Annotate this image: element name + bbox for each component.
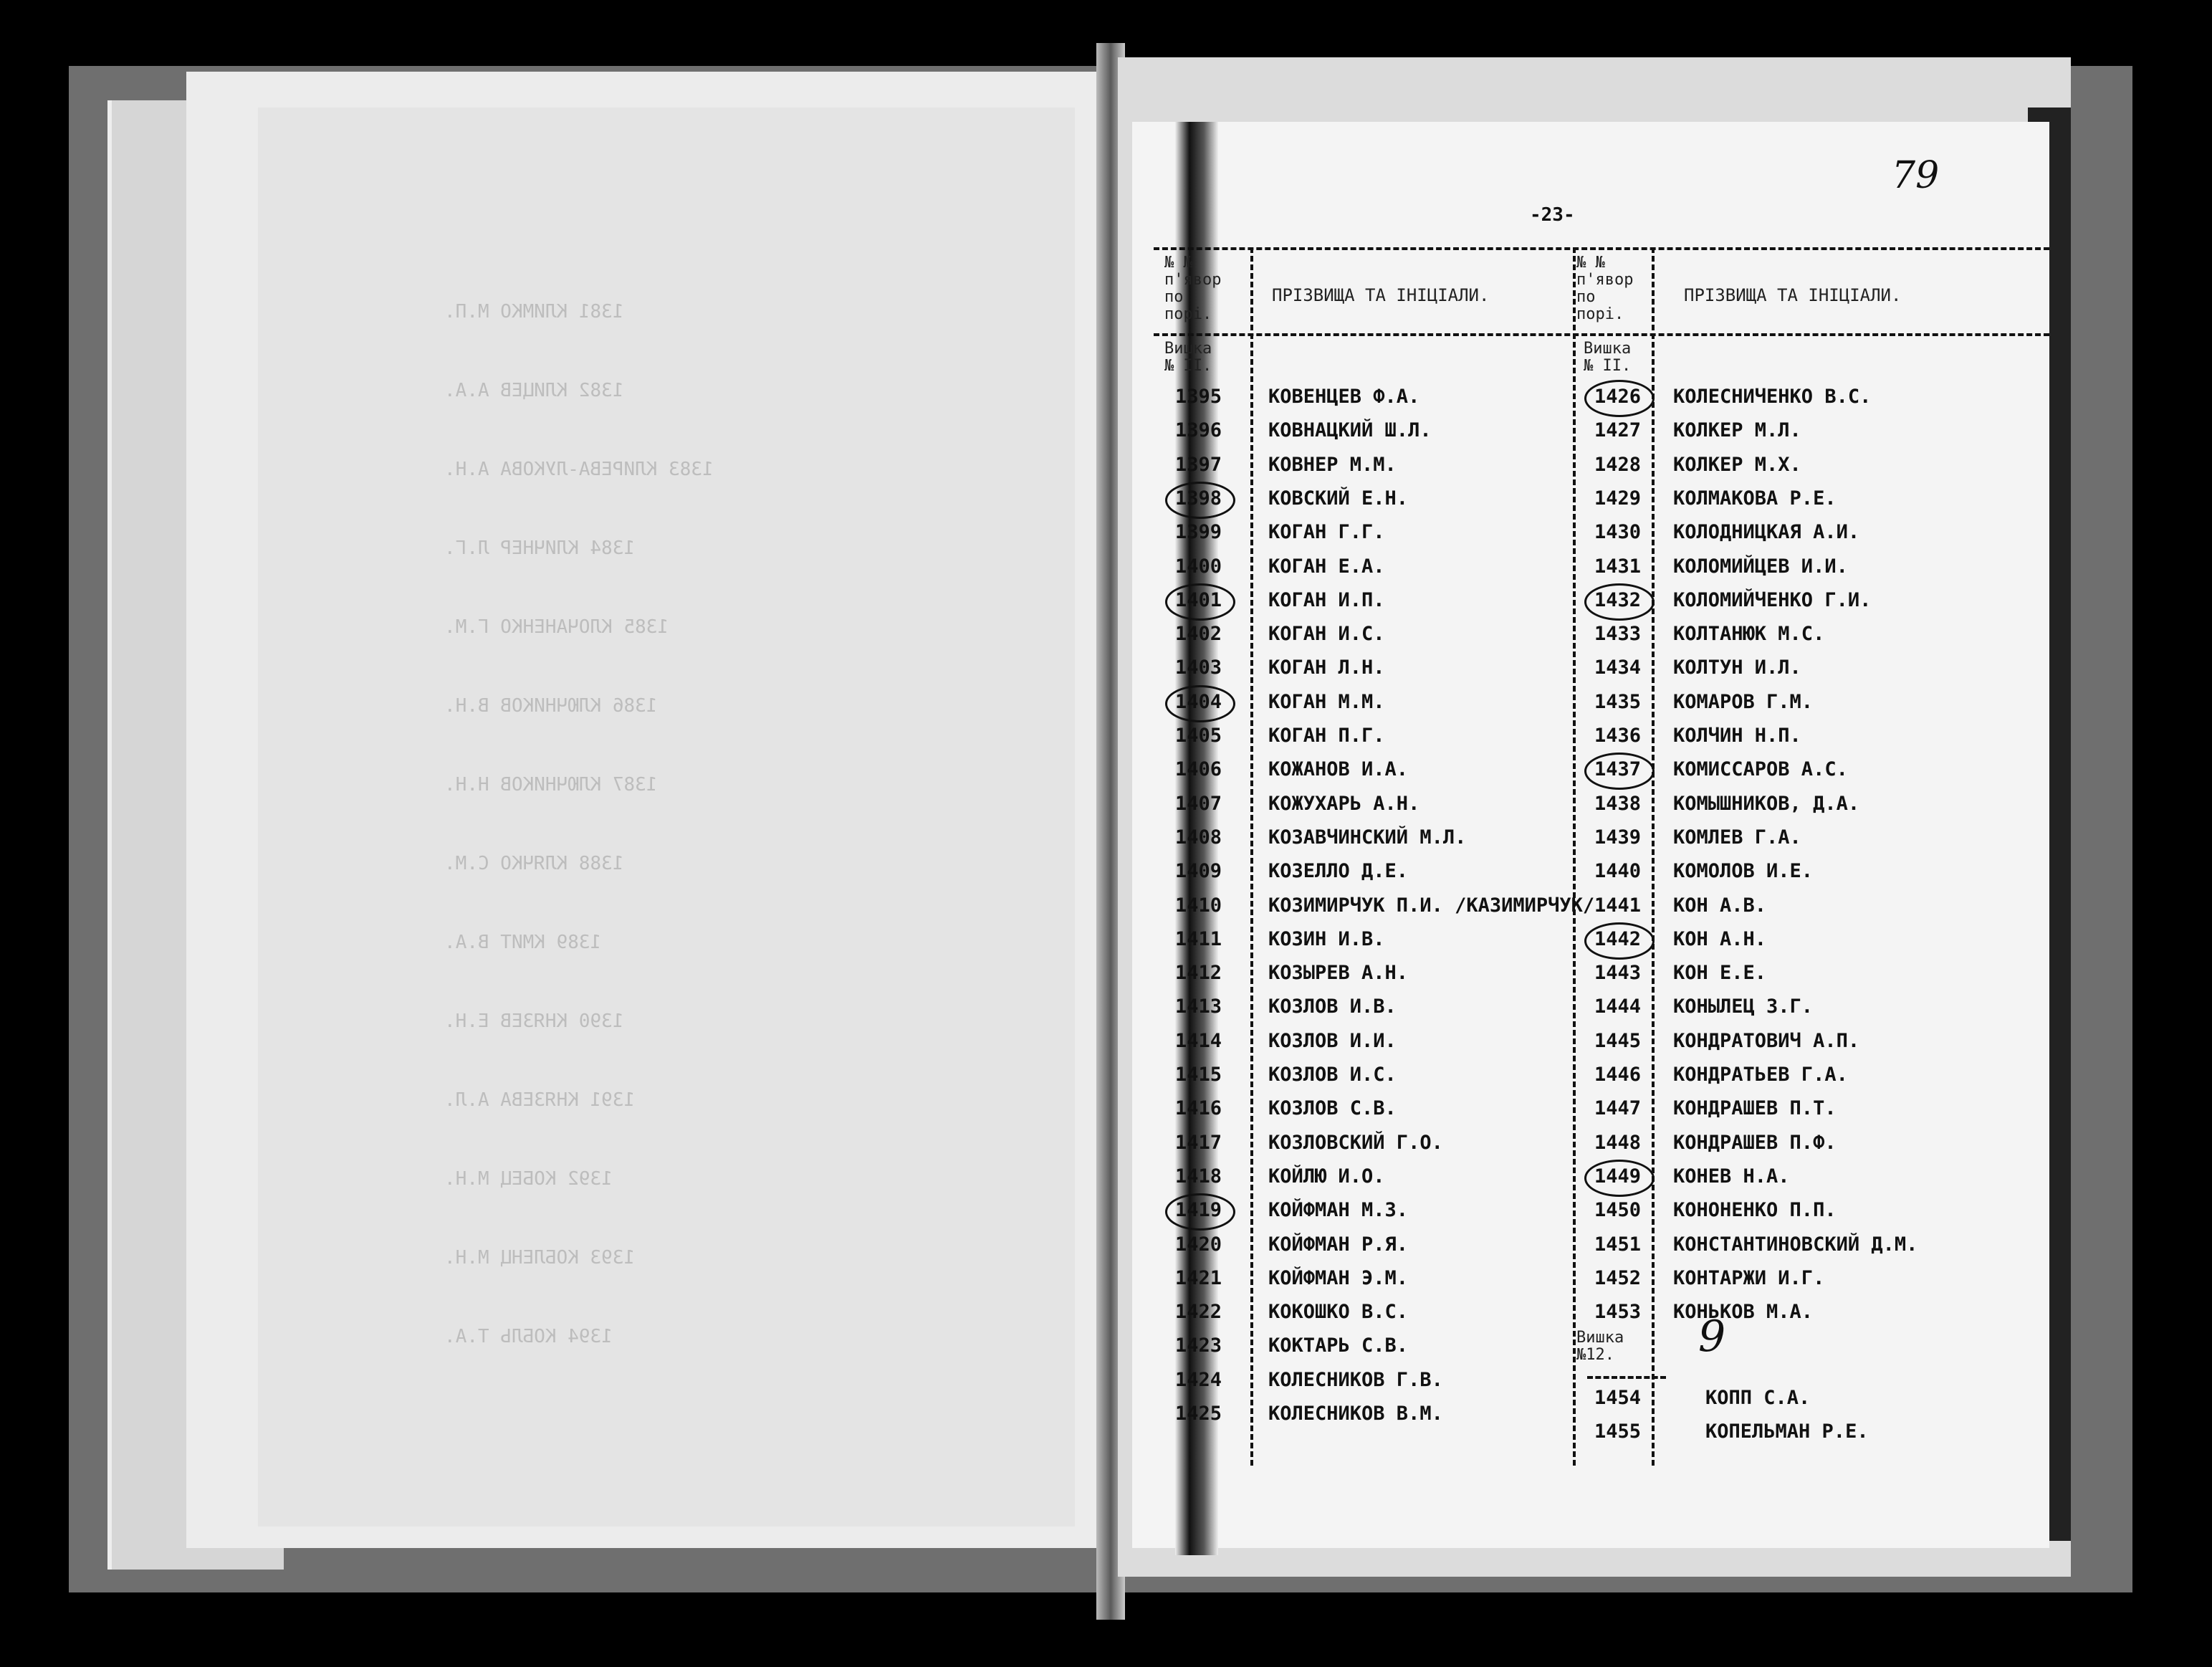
- ghost-text-line: 1381 КЛИМКО М.П.: [444, 301, 624, 323]
- entry-number: 1451: [1594, 1233, 1642, 1256]
- entry-name: КОЛОМИЙЧЕНКО Г.И.: [1673, 588, 1872, 611]
- entry-name: КОЖУХАРЬ А.Н.: [1268, 792, 1420, 815]
- entry-name: КОН Е.Е.: [1673, 962, 1767, 985]
- entry-name: КОЗЕЛЛО Д.Е.: [1268, 860, 1409, 883]
- entry-name: КОЙЛЮ И.О.: [1268, 1165, 1385, 1188]
- handwritten-mark: 9: [1698, 1312, 1726, 1362]
- entry-number: 1409: [1175, 860, 1222, 883]
- entry-name: КОГАН П.Г.: [1268, 725, 1385, 747]
- circle-mark: [1584, 922, 1655, 960]
- entry-name: КОН А.Н.: [1673, 927, 1767, 950]
- entry-name: КОЗЛОВ И.С.: [1268, 1064, 1397, 1086]
- circle-mark: [1584, 1160, 1655, 1197]
- entry-name: КОЛЧИН Н.П.: [1673, 725, 1801, 747]
- entry-number: 1446: [1594, 1064, 1642, 1086]
- entry-number: 1444: [1594, 995, 1642, 1018]
- entry-name: КОНДРАТЬЕВ Г.А.: [1673, 1064, 1848, 1086]
- entry-number: 1452: [1594, 1266, 1642, 1289]
- entry-number: 1428: [1594, 453, 1642, 476]
- entry-number: 1404: [1175, 690, 1222, 713]
- entry-number: 1424: [1175, 1368, 1222, 1391]
- ghost-text-line: 1384 КЛИЧНЕР Л.Г.: [444, 538, 636, 559]
- column-divider-2: [1573, 247, 1576, 1466]
- entry-name: КОЛКЕР М.Х.: [1673, 453, 1801, 476]
- entry-number: 1454: [1594, 1387, 1642, 1409]
- entry-name: КОНЫЛЕЦ З.Г.: [1673, 995, 1814, 1018]
- entry-number: 1416: [1175, 1097, 1222, 1120]
- entry-number: 1431: [1594, 555, 1642, 578]
- entry-number: 1410: [1175, 894, 1222, 917]
- entry-name: КОНЬКОВ М.А.: [1673, 1301, 1814, 1324]
- ghost-text-line: 1390 КНЯЗЕВ Е.Н.: [444, 1011, 624, 1032]
- entry-name: КОМЛЕВ Г.А.: [1673, 826, 1801, 849]
- num-col-header-line: № №: [1164, 254, 1193, 272]
- entry-name: КОЗЫРЕВ А.Н.: [1268, 962, 1409, 985]
- entry-name: КОЙФМАН М.З.: [1268, 1199, 1409, 1222]
- entry-name: КОВНЕР М.М.: [1268, 453, 1397, 476]
- entry-number: 1429: [1594, 487, 1642, 510]
- column-divider-1: [1250, 247, 1253, 1466]
- entry-number: 1418: [1175, 1165, 1222, 1188]
- entry-name: КОЛТАНЮК М.С.: [1673, 623, 1825, 646]
- entry-number: 1414: [1175, 1029, 1222, 1052]
- entry-number: 1411: [1175, 927, 1222, 950]
- vyshka-left: [1164, 340, 1212, 375]
- entry-number: 1439: [1594, 826, 1642, 849]
- column-divider-3: [1652, 247, 1655, 1466]
- entry-name: КОНОНЕНКО П.П.: [1673, 1199, 1837, 1222]
- ghost-text-line: 1385 КЛОЧАНЕНКО Г.М.: [444, 616, 669, 638]
- table-top-rule: [1154, 247, 2049, 250]
- name-col-header-left: ПРІЗВИЩА ТА ІНІЦІАЛИ.: [1272, 285, 1490, 305]
- entry-number: 1422: [1175, 1301, 1222, 1324]
- entry-number: 1419: [1175, 1199, 1222, 1222]
- entry-number: 1397: [1175, 453, 1222, 476]
- entry-number: 1400: [1175, 555, 1222, 578]
- entry-number: 1420: [1175, 1233, 1222, 1256]
- name-col-header-right: ПРІЗВИЩА ТА ІНІЦІАЛИ.: [1684, 285, 1902, 305]
- entry-name: КОНСТАНТИНОВСКИЙ Д.М.: [1673, 1233, 1918, 1256]
- num-col-header-line: порі.: [1164, 305, 1212, 323]
- ghost-text-line: 1382 КЛИЦЕВ А.А.: [444, 380, 624, 401]
- entry-number: 1433: [1594, 623, 1642, 646]
- entry-number: 1403: [1175, 656, 1222, 679]
- vyshka-line: № II.: [1584, 357, 1632, 375]
- entry-number: 1442: [1594, 927, 1642, 950]
- entry-name: КОНЕВ Н.А.: [1673, 1165, 1790, 1188]
- entry-name: КОГАН И.П.: [1268, 588, 1385, 611]
- entry-name: КОЛЕСНИКОВ Г.В.: [1268, 1368, 1443, 1391]
- entry-name: КОКТАРЬ С.В.: [1268, 1334, 1409, 1357]
- entry-name: КОКОШКО В.С.: [1268, 1301, 1409, 1324]
- vyshka-line: №12.: [1576, 1346, 1614, 1364]
- entry-number: 1412: [1175, 962, 1222, 985]
- entry-name: КОГАН Г.Г.: [1268, 521, 1385, 544]
- entry-name: КОПП С.А.: [1705, 1387, 1811, 1409]
- section-rule: [1587, 1376, 1666, 1379]
- entry-number: 1455: [1594, 1420, 1642, 1443]
- entry-name: КОЗЛОВСКИЙ Г.О.: [1268, 1131, 1443, 1154]
- circle-mark: [1165, 685, 1235, 722]
- entry-name: КОМОЛОВ И.Е.: [1673, 860, 1814, 883]
- entry-number: 1437: [1594, 758, 1642, 781]
- entry-number: 1436: [1594, 725, 1642, 747]
- vyshka-bottom: [1576, 1329, 1624, 1364]
- ghost-text-line: 1386 КЛЮЧНИКОВ В.Н.: [444, 695, 658, 717]
- entry-name: КОЙФМАН Э.М.: [1268, 1266, 1409, 1289]
- circle-mark: [1165, 1193, 1235, 1231]
- entry-name: КОЗИМИРЧУК П.И. /КАЗИМИРЧУК/: [1268, 894, 1595, 917]
- circle-mark: [1165, 482, 1235, 519]
- entry-name: КОЗЛОВ С.В.: [1268, 1097, 1397, 1120]
- entry-name: КОВНАЦКИЙ Ш.Л.: [1268, 419, 1432, 442]
- entry-number: 1425: [1175, 1403, 1222, 1425]
- entry-name: КОМИССАРОВ А.С.: [1673, 758, 1848, 781]
- entry-number: 1413: [1175, 995, 1222, 1018]
- ghost-text-line: 1393 КОБЛЕНЦ М.Н.: [444, 1247, 636, 1269]
- entry-number: 1427: [1594, 419, 1642, 442]
- num-col-header-line: порі.: [1576, 305, 1624, 323]
- entry-name: КОЗЛОВ И.И.: [1268, 1029, 1397, 1052]
- entry-name: КОЛКЕР М.Л.: [1673, 419, 1801, 442]
- circle-mark: [1584, 583, 1655, 621]
- entry-number: 1434: [1594, 656, 1642, 679]
- entry-number: 1417: [1175, 1131, 1222, 1154]
- ghost-text-line: 1392 КОБЕЦ М.Н.: [444, 1168, 613, 1190]
- folio-number: 79: [1892, 154, 1940, 197]
- num-col-header-line: по: [1164, 288, 1184, 306]
- ghost-text-line: 1394 КОБЛЬ Т.А.: [444, 1326, 613, 1347]
- ghost-text-line: 1387 КЛЮЧНИКОВ Н.Н.: [444, 774, 658, 796]
- entry-number: 1423: [1175, 1334, 1222, 1357]
- num-col-header: [1164, 254, 1221, 323]
- entry-number: 1406: [1175, 758, 1222, 781]
- entry-number: 1399: [1175, 521, 1222, 544]
- entry-number: 1450: [1594, 1199, 1642, 1222]
- entry-number: 1395: [1175, 386, 1222, 408]
- entry-number: 1438: [1594, 792, 1642, 815]
- entry-name: КОВЕНЦЕВ Ф.А.: [1268, 386, 1420, 408]
- table-header-rule: [1154, 333, 2049, 336]
- ghost-text-line: 1389 КМИТ В.А.: [444, 932, 602, 953]
- circle-mark: [1584, 753, 1655, 790]
- entry-number: 1426: [1594, 386, 1642, 408]
- entry-number: 1448: [1594, 1131, 1642, 1154]
- entry-name: КОНДРАШЕВ П.Т.: [1673, 1097, 1837, 1120]
- vyshka-line: Вишка: [1164, 340, 1212, 358]
- entry-name: КОГАН И.С.: [1268, 623, 1385, 646]
- entry-name: КОНДРАТОВИЧ А.П.: [1673, 1029, 1860, 1052]
- entry-name: КОЙФМАН Р.Я.: [1268, 1233, 1409, 1256]
- entry-number: 1432: [1594, 588, 1642, 611]
- entry-name: КОЗАВЧИНСКИЙ М.Л.: [1268, 826, 1467, 849]
- entry-number: 1441: [1594, 894, 1642, 917]
- num-col-header-right: [1576, 254, 1633, 323]
- entry-number: 1421: [1175, 1266, 1222, 1289]
- num-col-header-line: п'явор: [1576, 271, 1634, 289]
- entry-number: 1398: [1175, 487, 1222, 510]
- entry-number: 1430: [1594, 521, 1642, 544]
- entry-number: 1405: [1175, 725, 1222, 747]
- vyshka-line: № II.: [1164, 357, 1212, 375]
- entry-number: 1401: [1175, 588, 1222, 611]
- entry-name: КОМЫШНИКОВ, Д.А.: [1673, 792, 1860, 815]
- entry-name: КОЖАНОВ И.А.: [1268, 758, 1409, 781]
- entry-number: 1449: [1594, 1165, 1642, 1188]
- left-page-bleed-through: [258, 108, 1075, 1527]
- entry-name: КОЛТУН И.Л.: [1673, 656, 1801, 679]
- entry-name: КОВСКИЙ Е.Н.: [1268, 487, 1409, 510]
- entry-name: КОЛОМИЙЦЕВ И.И.: [1673, 555, 1848, 578]
- entry-name: КОЛЕСНИКОВ В.М.: [1268, 1403, 1443, 1425]
- entry-number: 1402: [1175, 623, 1222, 646]
- entry-number: 1440: [1594, 860, 1642, 883]
- entry-name: КОНТАРЖИ И.Г.: [1673, 1266, 1825, 1289]
- entry-name: КОГАН Л.Н.: [1268, 656, 1385, 679]
- vyshka-right: [1584, 340, 1631, 375]
- entry-name: КОНДРАШЕВ П.Ф.: [1673, 1131, 1837, 1154]
- entry-number: 1415: [1175, 1064, 1222, 1086]
- num-col-header-line: № №: [1576, 254, 1605, 272]
- entry-number: 1435: [1594, 690, 1642, 713]
- entry-number: 1445: [1594, 1029, 1642, 1052]
- entry-name: КОН А.В.: [1673, 894, 1767, 917]
- num-col-header-line: п'явор: [1164, 271, 1222, 289]
- entry-name: КОГАН Е.А.: [1268, 555, 1385, 578]
- entry-name: КОЛМАКОВА Р.Е.: [1673, 487, 1837, 510]
- entry-name: КОЛОДНИЦКАЯ А.И.: [1673, 521, 1860, 544]
- entry-name: КОЛЕСНИЧЕНКО В.С.: [1673, 386, 1872, 408]
- circle-mark: [1165, 583, 1235, 621]
- entry-number: 1443: [1594, 962, 1642, 985]
- vyshka-line: Вишка: [1576, 1329, 1624, 1347]
- entry-name: КОЗЛОВ И.В.: [1268, 995, 1397, 1018]
- entry-number: 1447: [1594, 1097, 1642, 1120]
- entry-name: КОГАН М.М.: [1268, 690, 1385, 713]
- page-number: -23-: [1530, 204, 1575, 226]
- ghost-text-line: 1388 КЛЯЧКО С.М.: [444, 853, 624, 874]
- num-col-header-line: по: [1576, 288, 1596, 306]
- circle-mark: [1584, 380, 1655, 417]
- ghost-text-line: 1383 КЛИРЕВА-ЛУКОВА А.Н.: [444, 459, 714, 480]
- entry-name: КОЗИН И.В.: [1268, 927, 1385, 950]
- entry-name: КОПЕЛЬМАН Р.Е.: [1705, 1420, 1869, 1443]
- entry-number: 1408: [1175, 826, 1222, 849]
- entry-number: 1407: [1175, 792, 1222, 815]
- vyshka-line: Вишка: [1584, 340, 1632, 358]
- entry-name: КОМАРОВ Г.М.: [1673, 690, 1814, 713]
- entry-number: 1396: [1175, 419, 1222, 442]
- entry-number: 1453: [1594, 1301, 1642, 1324]
- ghost-text-line: 1391 КНЯЗЕВА А.Л.: [444, 1089, 636, 1111]
